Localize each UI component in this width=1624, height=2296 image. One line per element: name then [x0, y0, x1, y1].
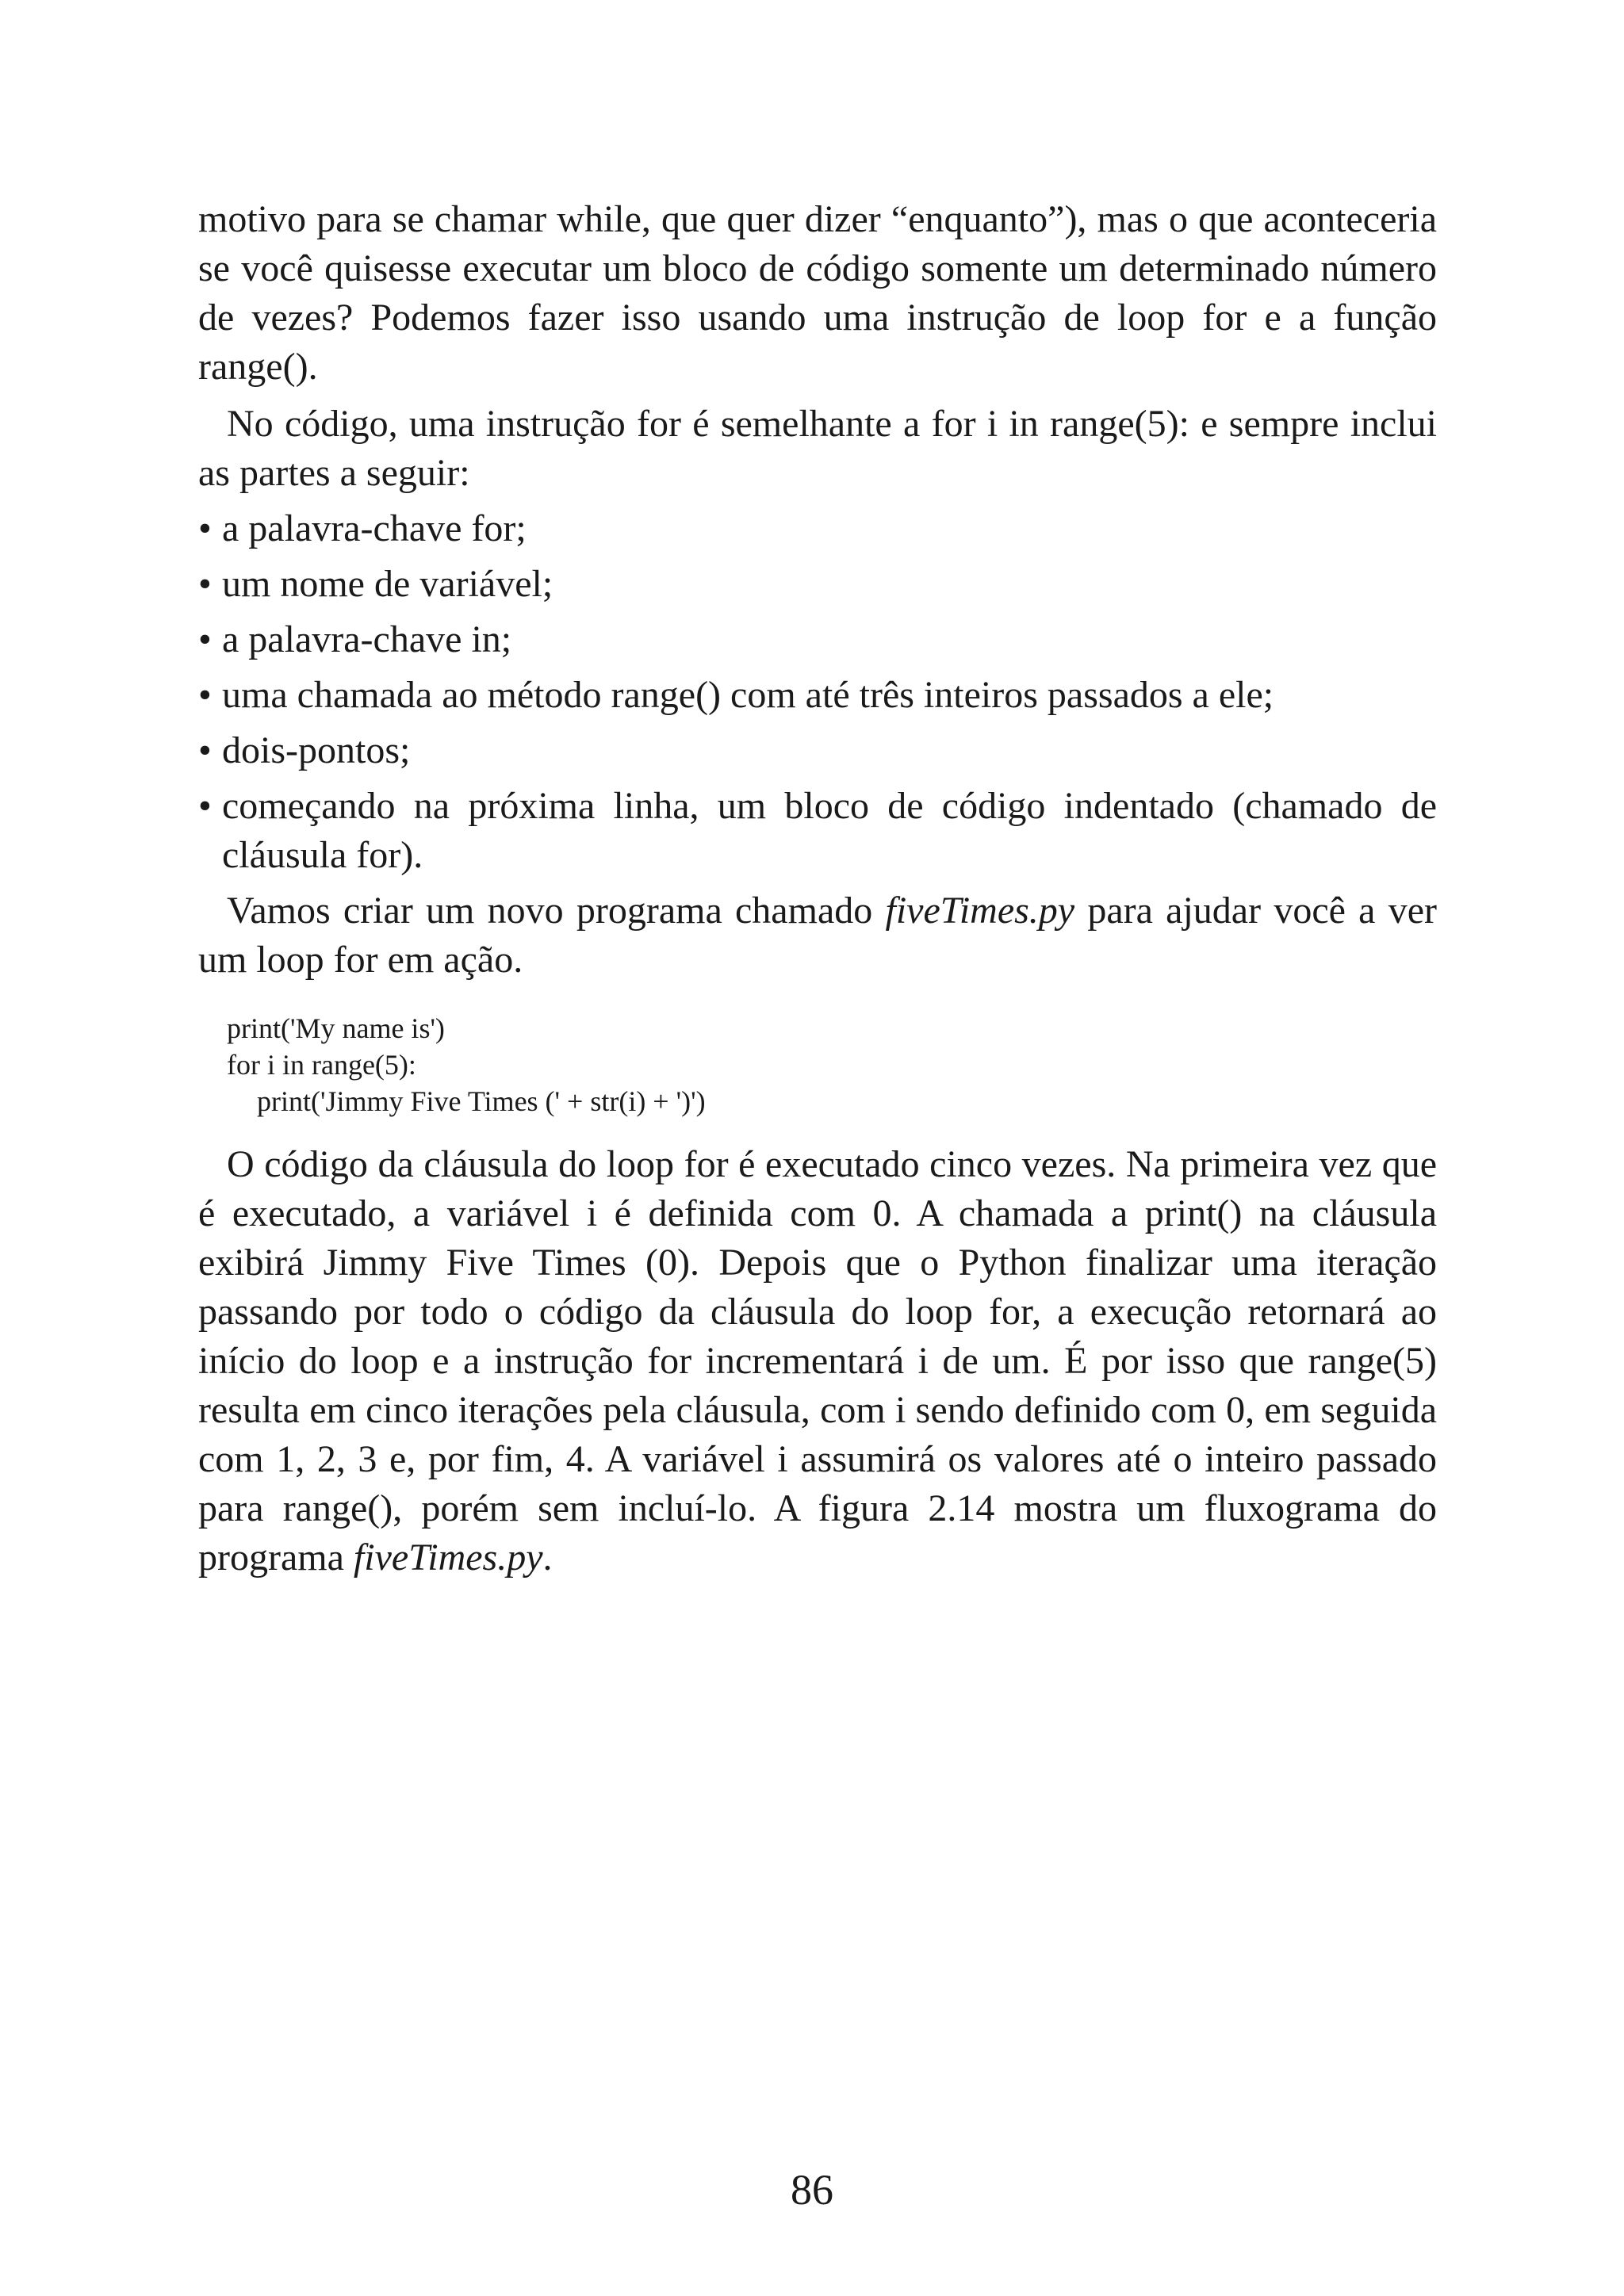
list-item	[198, 615, 1437, 664]
page-number: 86	[791, 2166, 833, 2214]
bullet-icon: •	[198, 729, 212, 771]
code-listing	[227, 1010, 1437, 1119]
bullet-icon: •	[198, 785, 212, 827]
list-item-text: dois-pontos;	[222, 729, 411, 771]
list-item	[198, 726, 1437, 775]
filename: fiveTimes.py	[353, 1536, 543, 1578]
paragraph-intro: motivo para se chamar while, que quer dizer “enquanto”), mas o que aconteceria se você quisesse executar um bloco de código somente um determinado número de vezes? Podemos fazer isso usando uma instrução de loop for e a função range().	[198, 198, 1437, 388]
filename: fiveTimes.py	[885, 890, 1075, 932]
list-item-text: a palavra-chave in;	[222, 618, 512, 660]
code-line: for i in range(5):	[227, 1049, 416, 1081]
list-item	[198, 504, 1437, 553]
paragraph-for-statement: No código, uma instrução for é semelhante a for i in range(5): e sempre inclui as partes a seguir:	[198, 403, 1437, 494]
bullet-icon: •	[198, 507, 212, 549]
bullet-icon: •	[198, 563, 212, 605]
bullet-icon: •	[198, 618, 212, 660]
list-item-text: um nome de variável;	[222, 563, 553, 605]
paragraph-new-program	[198, 886, 1437, 985]
bullet-icon: •	[198, 674, 212, 716]
paragraph-text: O código da cláusula do loop for é executado cinco vezes. Na primeira vez que é executado, a variável i é definida com 0. A chamada a print() na cláusula exibirá Jimmy Five Times (0). Depois que o Python finalizar uma iteração passando por todo o código da cláusula do loop for, a execução retornará ao início do loop e a instrução for incrementará i de um. É por isso que range(5) resulta em cinco iterações pela cláusula, com i sendo definido com 0, em seguida com 1, 2, 3 e, por fim, 4. A variável i assumirá os valores até o inteiro passado para range(), porém sem incluí-lo. A figura 2.14 mostra um fluxograma do programa	[198, 1143, 1437, 1578]
for-parts-list	[198, 504, 1437, 880]
page-content	[198, 195, 1437, 1589]
paragraph-text: para ajudar você a ver um loop for em ação.	[198, 890, 1438, 981]
paragraph-explanation	[198, 1140, 1437, 1582]
list-item-text: começando na próxima linha, um bloco de código indentado (chamado de cláusula for).	[222, 785, 1437, 876]
list-item-text: a palavra-chave for;	[222, 507, 527, 549]
list-item	[198, 560, 1437, 609]
list-item	[198, 782, 1437, 880]
paragraph-text: Vamos criar um novo programa chamado	[227, 890, 886, 932]
list-item	[198, 671, 1437, 720]
paragraph-text: .	[542, 1536, 553, 1578]
code-line: print('My name is')	[227, 1012, 445, 1044]
list-item-text: uma chamada ao método range() com até três inteiros passados a ele;	[222, 674, 1274, 716]
code-line: print('Jimmy Five Times (' + str(i) + ')')	[257, 1085, 706, 1117]
